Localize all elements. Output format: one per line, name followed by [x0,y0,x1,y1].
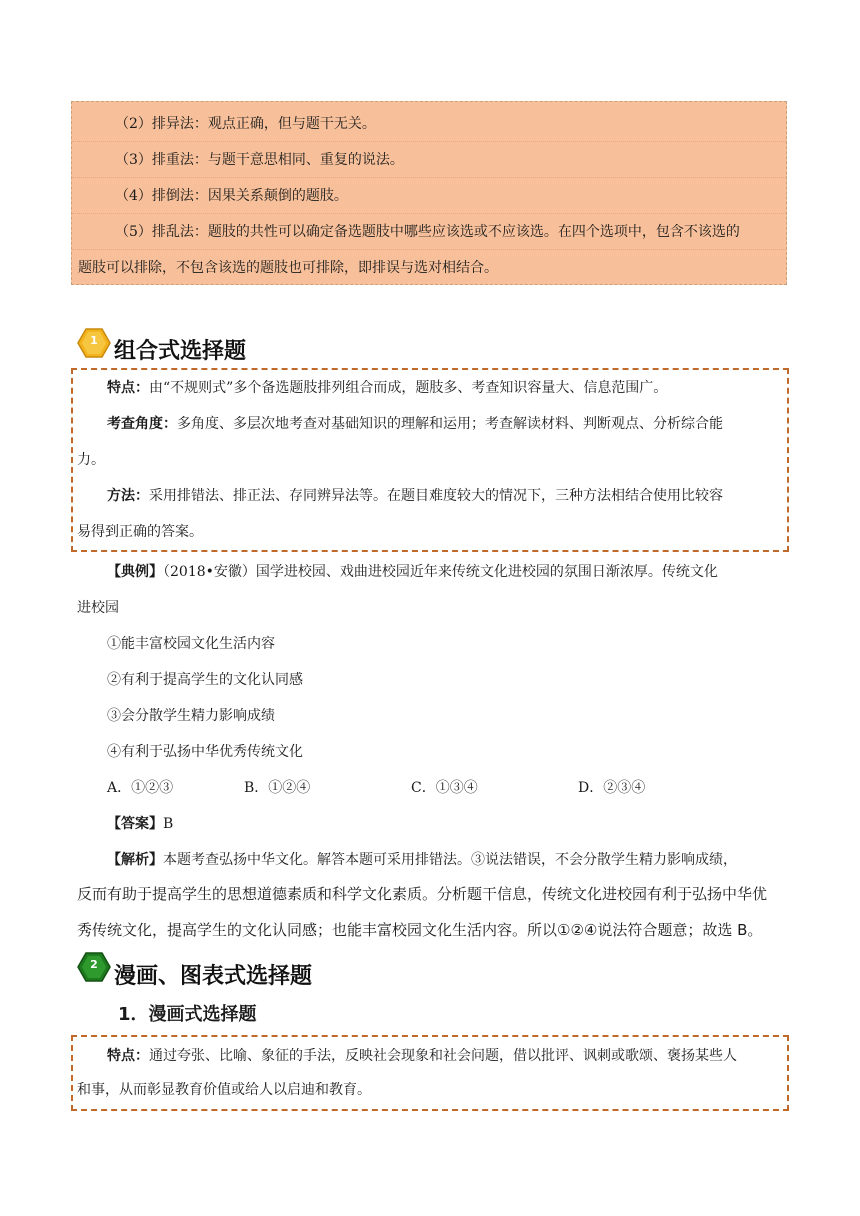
example-item: ④有利于弘扬中华优秀传统文化 [107,744,303,760]
feature-label: 特点： [107,1048,149,1064]
method-line-4: （4）排倒法：因果关系颠倒的题肢。 [115,188,348,204]
hexagon-badge-icon [77,328,111,358]
option-b: B．①②④ [244,780,311,796]
example-item: ③会分散学生精力影响成绩 [107,708,275,724]
method-label: 方法： [107,488,149,504]
option-a: A．①②③ [107,780,174,796]
section-number: 2 [90,958,98,971]
section-title: 漫画、图表式选择题 [114,964,313,989]
example-stem-cont: 进校园 [77,600,119,616]
feature-label: 特点： [107,380,149,396]
feature-text: 由“不规则式”多个备选题肢排列组合而成，题肢多、考查知识容量大、信息范围广。 [149,380,668,396]
analysis-line-3: 秀传统文化，提高学生的文化认同感；也能丰富校园文化生活内容。所以①②④说法符合题意；故选 B。 [77,921,763,939]
section-number: 1 [90,334,98,347]
section-title: 组合式选择题 [114,339,247,364]
method-line [107,486,723,506]
analysis-line-2: 反而有助于提高学生的思想道德素质和科学文化素质。分析题干信息，传统文化进校园有利于弘扬中华优 [77,885,768,903]
example-stem: 【典例】（2018•安徽）国学进校园、戏曲进校园近年来传统文化进校园的氛围日渐浓厚。传统文化 [107,564,718,580]
answer-label: 【答案】 [107,816,163,832]
angle-label: 考查角度： [107,416,177,432]
answer-line [107,814,173,834]
analysis-line: 【解析】本题考查弘扬中华文化。解答本题可采用排错法。③说法错误，不会分散学生精力影响成绩， [107,852,737,868]
angle-text: 多角度、多层次地考查对基础知识的理解和运用；考查解读材料、判断观点、分析综合能 [177,416,723,432]
method-line-cont: 易得到正确的答案。 [77,524,203,540]
answer-value: B [163,816,174,832]
analysis-label: 【解析】 [107,852,163,868]
method-line-5: （5）排乱法：题肢的共性可以确定备选题肢中哪些应该选或不应该选。在四个选项中，包含不该选的 [115,224,740,240]
example-item: ②有利于提高学生的文化认同感 [107,672,303,688]
method-text: 采用排错法、排正法、存同辨异法等。在题目难度较大的情况下，三种方法相结合使用比较容 [149,488,723,504]
feature-line [107,378,667,398]
hexagon-badge-icon [77,952,111,982]
feature-line-2: 特点：通过夸张、比喻、象征的手法，反映社会现象和社会问题，借以批评、讽刺或歌颂、褒扬某些人 [107,1048,737,1064]
example-item: ①能丰富校园文化生活内容 [107,636,275,652]
option-c: C．①③④ [411,780,478,796]
angle-line-cont: 力。 [77,452,105,468]
methods-box [71,101,787,285]
example-label: 【典例】 [107,564,163,580]
feature-line-2-cont: 和事，从而彰显教育价值或给人以启迪和教育。 [77,1082,371,1098]
method-line-3: （3）排重法：与题干意思相同、重复的说法。 [115,152,404,168]
method-line-2: （2）排异法：观点正确，但与题干无关。 [115,116,376,132]
method-line-5-cont: 题肢可以排除，不包含该选的题肢也可排除，即排误与选对相结合。 [78,260,498,276]
angle-line [107,414,723,434]
subsection-title: 1．漫画式选择题 [118,1004,257,1025]
option-d: D．②③④ [578,780,646,796]
